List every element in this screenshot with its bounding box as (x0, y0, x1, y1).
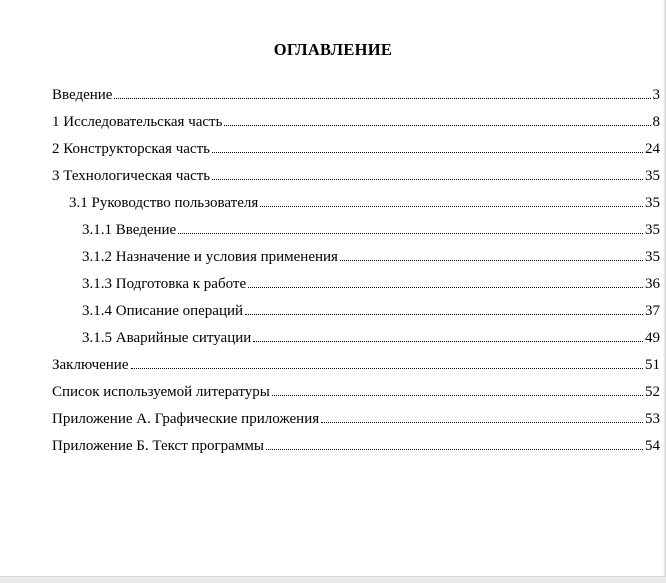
toc-entry-page: 49 (645, 330, 660, 346)
toc-entry-page: 35 (645, 168, 660, 184)
toc-entry-page: 35 (645, 249, 660, 265)
dot-leader (272, 394, 643, 396)
viewer-bottom-edge (0, 576, 666, 583)
toc-entry-design[interactable] (52, 138, 660, 165)
table-of-contents (52, 84, 660, 462)
toc-entry-page: 24 (645, 141, 660, 157)
toc-entry-page: 52 (645, 384, 660, 400)
dot-leader (248, 286, 643, 288)
toc-entry-page: 35 (645, 222, 660, 238)
toc-entry-page: 3 (652, 87, 660, 103)
toc-entry-label: 3.1.1 Введение (82, 222, 177, 238)
toc-entry-page: 8 (652, 114, 660, 130)
dot-leader (212, 151, 643, 153)
toc-entry-label: Заключение (52, 357, 129, 373)
dot-leader (266, 448, 643, 450)
toc-entry-operations[interactable] (52, 300, 660, 327)
toc-entry-label: 1 Исследовательская часть (52, 114, 223, 130)
toc-entry-label: Список используемой литературы (52, 384, 270, 400)
toc-entry-page: 51 (645, 357, 660, 373)
toc-entry-page: 37 (645, 303, 660, 319)
toc-entry-label: 3.1.4 Описание операций (82, 303, 244, 319)
dot-leader (212, 178, 643, 180)
toc-entry-label: Введение (52, 87, 113, 103)
toc-entry-references[interactable] (52, 381, 660, 408)
toc-entry-emergencies[interactable] (52, 327, 660, 354)
toc-entry-label: 3.1.5 Аварийные ситуации (82, 330, 252, 346)
toc-entry-page: 35 (645, 195, 660, 211)
dot-leader (321, 421, 643, 423)
toc-entry-label: 3.1.2 Назначение и условия применения (82, 249, 338, 265)
toc-entry-page: 36 (645, 276, 660, 292)
toc-title: ОГЛАВЛЕНИЕ (273, 40, 393, 59)
toc-entry-page: 54 (645, 438, 660, 454)
toc-entry-label: 3.1 Руководство пользователя (69, 195, 259, 211)
dot-leader (114, 97, 650, 99)
dot-leader (253, 340, 643, 342)
toc-entry-page: 53 (645, 411, 660, 427)
toc-entry-conclusion[interactable] (52, 354, 660, 381)
toc-entry-technology[interactable] (52, 165, 660, 192)
dot-leader (340, 259, 643, 261)
toc-entry-purpose[interactable] (52, 246, 660, 273)
toc-entry-research[interactable] (52, 111, 660, 138)
toc-entry-label: Приложение А. Графические приложения (52, 411, 320, 427)
toc-entry-label: 3.1.3 Подготовка к работе (82, 276, 247, 292)
toc-entry-label: 3 Технологическая часть (52, 168, 211, 184)
dot-leader (245, 313, 643, 315)
toc-entry-introduction[interactable] (52, 84, 660, 111)
toc-entry-appendix-b[interactable] (52, 435, 660, 462)
toc-entry-label: Приложение Б. Текст программы (52, 438, 264, 454)
dot-leader (260, 205, 643, 207)
dot-leader (178, 232, 643, 234)
toc-entry-appendix-a[interactable] (52, 408, 660, 435)
toc-entry-preparation[interactable] (52, 273, 660, 300)
dot-leader (131, 367, 644, 369)
toc-entry-label: 2 Конструкторская часть (52, 141, 210, 157)
dot-leader (224, 124, 650, 126)
toc-entry-user-guide[interactable] (52, 192, 660, 219)
toc-entry-guide-introduction[interactable] (52, 219, 660, 246)
